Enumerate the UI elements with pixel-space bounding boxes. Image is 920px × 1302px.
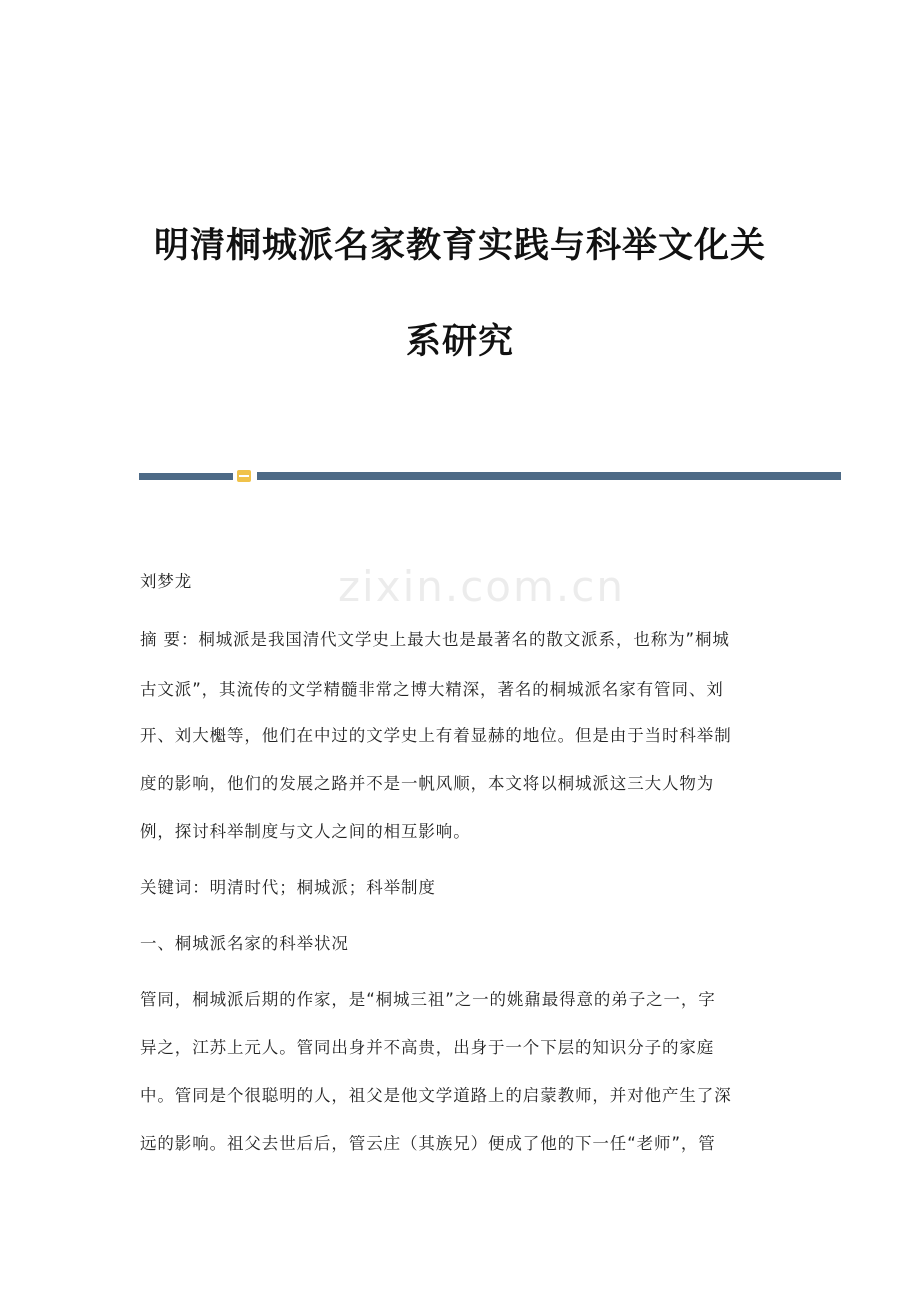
divider-ornament-icon	[237, 470, 251, 482]
abstract-line: 摘 要：桐城派是我国清代文学史上最大也是最著名的散文派系，也称为”桐城	[140, 630, 730, 649]
body-line: 异之，江苏上元人。管同出身并不高贵，出身于一个下层的知识分子的家庭	[140, 1038, 715, 1057]
title-line-1: 明清桐城派名家教育实践与科举文化关	[153, 225, 766, 266]
abstract-line: 度的影响，他们的发展之路并不是一帆风顺，本文将以桐城派这三大人物为	[140, 774, 715, 793]
author: 刘梦龙	[140, 572, 193, 591]
watermark: zixin.com.cn	[338, 562, 625, 611]
title-line-2: 系研究	[405, 321, 514, 362]
abstract-line: 古文派”，其流传的文学精髓非常之博大精深，著名的桐城派名家有管同、刘	[140, 680, 724, 699]
title-divider	[139, 470, 841, 482]
divider-bar-left	[139, 473, 233, 480]
body-line: 远的影响。祖父去世后后，管云庄（其族兄）便成了他的下一任“老师”，管	[140, 1134, 716, 1153]
body-line: 管同，桐城派后期的作家，是“桐城三祖”之一的姚鼐最得意的弟子之一，字	[140, 990, 716, 1009]
body-line: 中。管同是个很聪明的人，祖父是他文学道路上的启蒙教师，并对他产生了深	[140, 1086, 732, 1105]
keywords: 关键词：明清时代；桐城派；科举制度	[140, 878, 436, 897]
abstract-line: 开、刘大櫆等，他们在中过的文学史上有着显赫的地位。但是由于当时科举制	[140, 726, 732, 745]
abstract-line: 例，探讨科举制度与文人之间的相互影响。	[140, 822, 471, 841]
divider-bar-right	[257, 472, 841, 480]
section-heading: 一、桐城派名家的科举状况	[140, 934, 349, 953]
